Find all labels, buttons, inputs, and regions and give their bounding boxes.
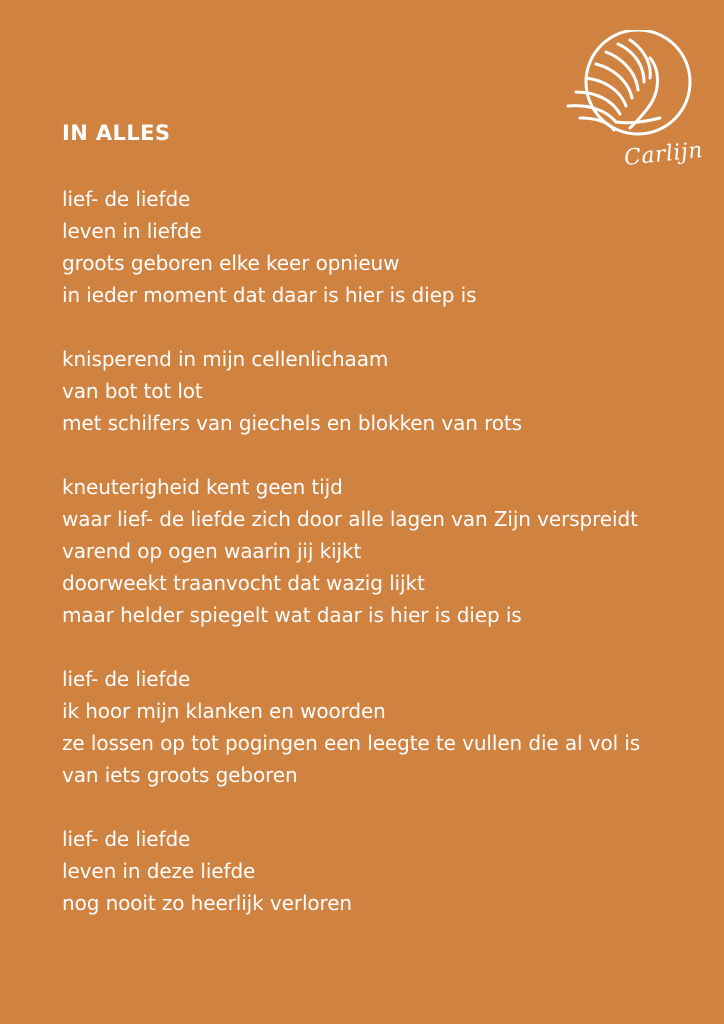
poem-line: knisperend in mijn cellenlichaam [62, 347, 389, 371]
stanza [62, 663, 712, 791]
stanza [62, 823, 712, 919]
poem-line: lief- de liefde [62, 827, 191, 851]
poem-line: van bot tot lot [62, 379, 203, 403]
poem-line: leven in liefde [62, 219, 202, 243]
poem-title: IN ALLES [62, 121, 171, 145]
stanza [62, 471, 712, 631]
poem-line: in ieder moment dat daar is hier is diep is [62, 283, 477, 307]
poem-line: varend op ogen waarin jij kijkt [62, 539, 362, 563]
brand-logo [560, 30, 705, 185]
poem-line: leven in deze liefde [62, 859, 256, 883]
poem-line: nog nooit zo heerlijk verloren [62, 891, 352, 915]
poem-line: lief- de liefde [62, 187, 191, 211]
stanza [62, 343, 712, 439]
poem-line: met schilfers van giechels en blokken van rots [62, 411, 522, 435]
poem-line: lief- de liefde [62, 667, 191, 691]
poem-line: kneuterigheid kent geen tijd [62, 475, 343, 499]
poem-body [62, 183, 712, 951]
logo-text: Carlijn [622, 137, 705, 172]
poem-line: doorweekt traanvocht dat wazig lijkt [62, 571, 425, 595]
poem-line: ze lossen op tot pogingen een leegte te vullen die al vol is [62, 731, 641, 755]
poem-line: groots geboren elke keer opnieuw [62, 251, 400, 275]
poem-line: van iets groots geboren [62, 763, 298, 787]
poem-line: maar helder spiegelt wat daar is hier is diep is [62, 603, 522, 627]
stanza [62, 183, 712, 311]
poem-line: waar lief- de liefde zich door alle lagen van Zijn verspreidt [62, 507, 638, 531]
poem-line: ik hoor mijn klanken en woorden [62, 699, 386, 723]
